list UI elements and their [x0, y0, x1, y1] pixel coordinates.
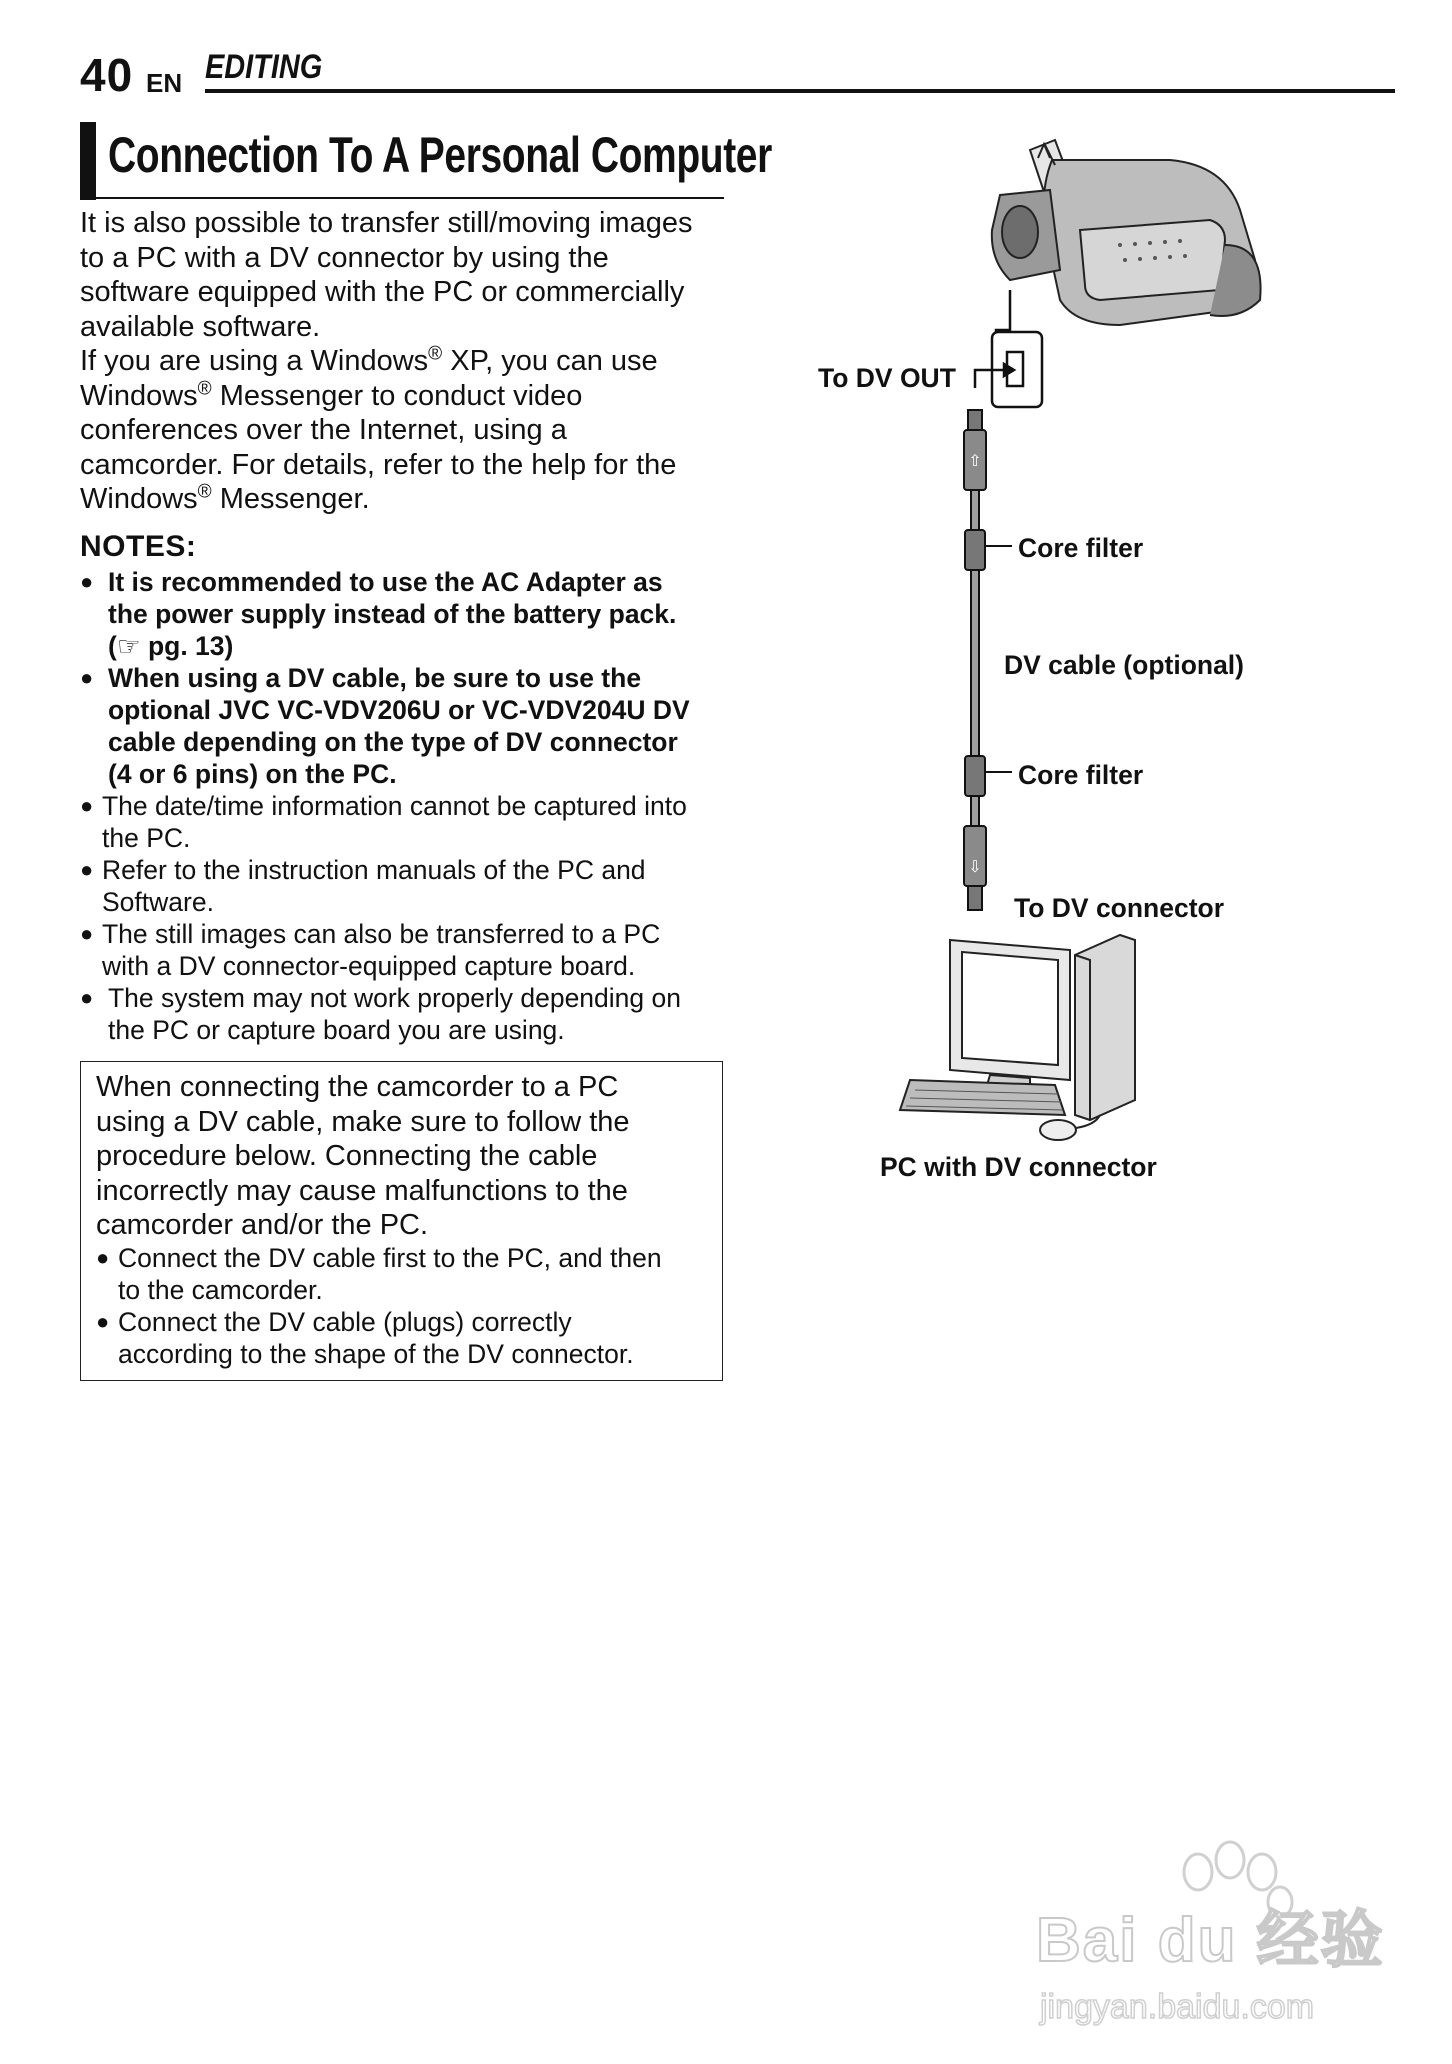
note-line: The date/time information cannot be captured into — [102, 791, 687, 821]
intro-line — [80, 344, 740, 379]
intro-text: Messenger. — [211, 483, 370, 515]
caution-paragraph — [96, 1070, 716, 1243]
registered-mark: ® — [197, 377, 212, 399]
camcorder-icon — [992, 140, 1261, 325]
note-item — [80, 566, 740, 662]
bullet-icon: ● — [80, 793, 94, 818]
label-core-filter-top: Core filter — [1018, 533, 1144, 563]
bullet-icon: ● — [80, 985, 94, 1010]
caution-line: procedure below. Connecting the cable — [96, 1140, 598, 1172]
note-line: the PC. — [102, 823, 191, 853]
notes-list — [80, 566, 740, 1046]
caution-line: When connecting the camcorder to a PC — [96, 1071, 619, 1103]
note-page-reference: (☞ pg. 13) — [108, 631, 234, 661]
note-line: The system may not work properly depending on — [108, 983, 681, 1013]
language-code: EN — [146, 68, 183, 98]
note-line: Refer to the instruction manuals of the PC and — [102, 855, 646, 885]
caution-line: camcorder and/or the PC. — [96, 1209, 429, 1241]
intro-line: conferences over the Internet, using a — [80, 414, 567, 446]
title-bar-accent — [80, 122, 96, 200]
registered-mark: ® — [197, 481, 212, 503]
note-line: cable depending on the type of DV connector — [108, 727, 678, 757]
bullet-icon: ● — [96, 1245, 110, 1270]
caution-item — [96, 1242, 716, 1306]
page-number: 40 — [80, 49, 134, 101]
caution-list — [96, 1242, 716, 1370]
intro-line — [80, 379, 740, 414]
header-rule — [205, 89, 1395, 93]
intro-text: Windows — [80, 379, 198, 412]
label-to-dv-out: To DV OUT — [818, 363, 956, 393]
note-line: the PC or capture board you are using. — [108, 1015, 565, 1045]
dv-cable-icon — [964, 410, 986, 910]
note-item — [80, 982, 740, 1046]
note-line: Software. — [102, 887, 214, 917]
caution-item-line: according to the shape of the DV connector. — [118, 1339, 634, 1369]
intro-text: If you are using a Windows — [80, 345, 429, 377]
dv-out-port-callout — [992, 290, 1042, 407]
pc-icon — [900, 935, 1135, 1140]
note-line: (4 or 6 pins) on the PC. — [108, 759, 397, 789]
intro-text: Windows — [80, 483, 198, 515]
note-item — [80, 790, 740, 854]
bullet-icon: ● — [80, 665, 94, 690]
watermark-url: jingyan.baidu.com — [1040, 1988, 1315, 2026]
caution-line: incorrectly may cause malfunctions to the — [96, 1174, 628, 1207]
label-dv-cable: DV cable (optional) — [1004, 650, 1244, 680]
note-item — [80, 662, 740, 790]
note-line: When using a DV cable, be sure to use the — [108, 663, 642, 693]
bullet-icon: ● — [80, 857, 94, 882]
intro-text: Messenger to conduct video — [211, 379, 583, 412]
label-core-filter-bottom: Core filter — [1018, 760, 1144, 790]
intro-line — [80, 482, 740, 517]
connection-diagram — [880, 120, 1280, 1170]
note-line: with a DV connector-equipped capture board. — [102, 951, 636, 981]
intro-line: available software. — [80, 310, 321, 343]
watermark-brand: Bai du 经验 — [1036, 1906, 1385, 1975]
intro-line: camcorder. For details, refer to the help for the — [80, 448, 677, 481]
caution-line: using a DV cable, make sure to follow the — [96, 1105, 630, 1138]
page-title: Connection To A Personal Computer — [108, 127, 772, 183]
caution-item — [96, 1306, 716, 1370]
intro-line: to a PC with a DV connector by using the — [80, 241, 609, 274]
bullet-icon: ● — [96, 1309, 110, 1334]
section-title: EDITING — [205, 48, 323, 86]
intro-text: XP, you can use — [442, 345, 658, 377]
label-to-dv-connector: To DV connector — [1014, 893, 1225, 923]
note-item — [80, 918, 740, 982]
note-line: The still images can also be transferred to a PC — [102, 919, 661, 949]
bullet-icon: ● — [80, 569, 94, 594]
note-line: It is recommended to use the AC Adapter as — [108, 567, 663, 597]
registered-mark: ® — [428, 343, 443, 365]
note-line: optional JVC VC-VDV206U or VC-VDV204U DV — [108, 695, 690, 725]
notes-heading: NOTES: — [80, 530, 197, 563]
intro-line: software equipped with the PC or commercially — [80, 276, 685, 308]
caution-item-line: Connect the DV cable first to the PC, and then — [118, 1243, 662, 1273]
intro-paragraph — [80, 206, 740, 517]
bullet-icon: ● — [80, 921, 94, 946]
note-line: the power supply instead of the battery pack. — [108, 599, 677, 629]
note-item — [80, 854, 740, 918]
svg-text:⇩: ⇩ — [968, 857, 982, 876]
label-pc-with-dv-connector: PC with DV connector — [880, 1152, 1157, 1182]
caution-item-line: to the camcorder. — [118, 1275, 323, 1305]
caution-item-line: Connect the DV cable (plugs) correctly — [118, 1307, 572, 1337]
intro-line: It is also possible to transfer still/moving images — [80, 207, 693, 239]
svg-text:⇧: ⇧ — [968, 451, 982, 470]
title-rule — [80, 197, 724, 199]
